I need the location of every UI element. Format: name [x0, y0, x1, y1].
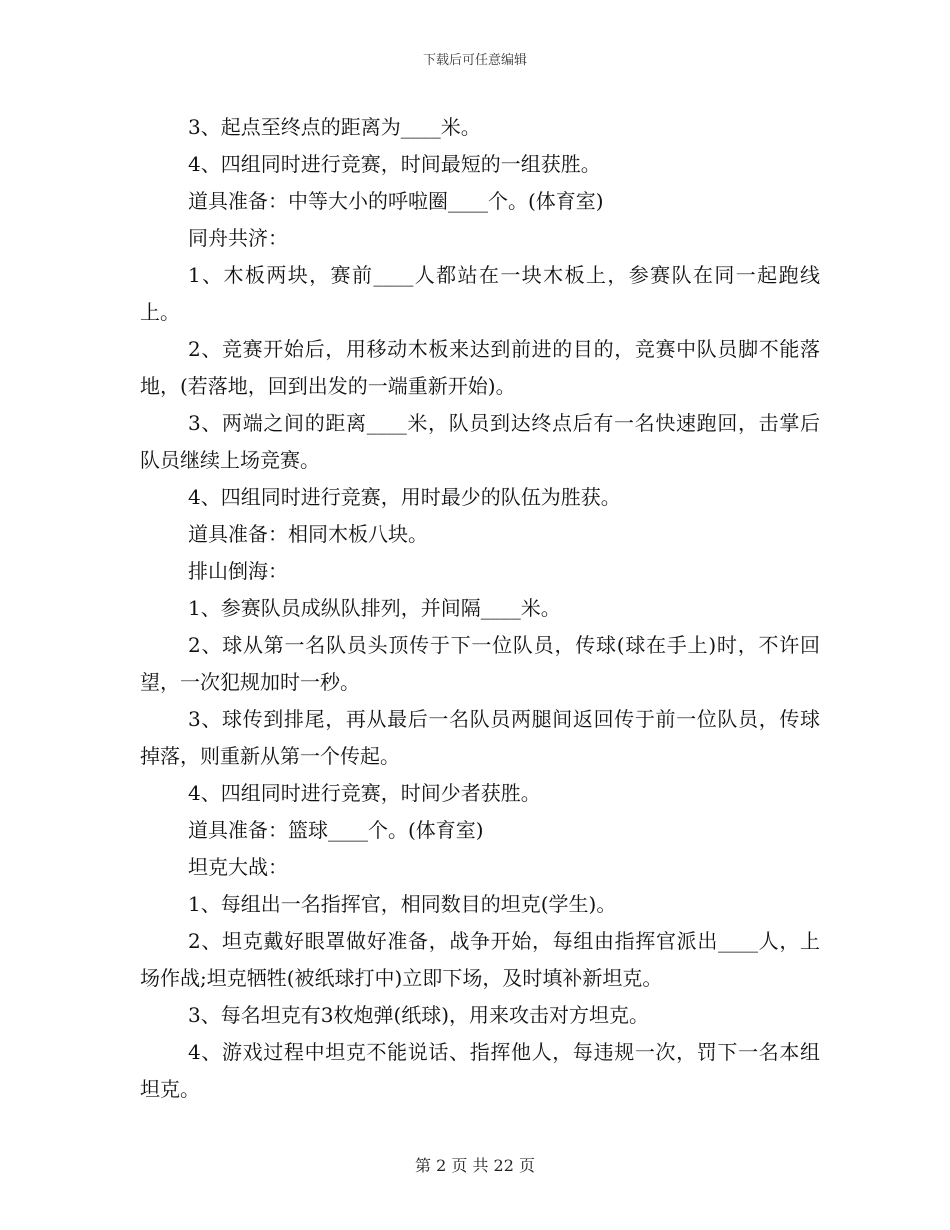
paragraph: 1、每组出一名指挥官，相同数目的坦克(学生)。 [188, 892, 617, 916]
paragraph: 4、四组同时进行竞赛，时间最短的一组获胜。 [188, 152, 601, 176]
paragraph: 3、球传到排尾，再从最后一名队员两腿间返回传于前一位队员，传球掉落，则重新从第一个传起。 [140, 707, 820, 768]
paragraph: 2、竞赛开始后，用移动木板来达到前进的目的，竞赛中队员脚不能落地，(若落地，回到出发的一端重新开始)。 [140, 337, 820, 398]
paragraph: 4、四组同时进行竞赛，时间少者获胜。 [188, 781, 541, 805]
section-heading: 同舟共济： [188, 226, 288, 250]
document-body [140, 109, 820, 1108]
paragraph: 道具准备：相同木板八块。 [188, 522, 428, 546]
paragraph: 3、两端之间的距离____米，队员到达终点后有一名快速跑回，击掌后队员继续上场竞赛。 [140, 411, 820, 472]
paragraph: 2、坦克戴好眼罩做好准备，战争开始，每组由指挥官派出____人，上场作战;坦克牺牲(被纸球打中)立即下场，及时填补新坦克。 [140, 929, 820, 990]
page-header: 下载后可任意编辑 [422, 53, 527, 68]
section-heading: 坦克大战： [188, 855, 288, 879]
paragraph: 1、木板两块，赛前____人都站在一块木板上，参赛队在同一起跑线上。 [140, 263, 820, 324]
paragraph: 2、球从第一名队员头顶传于下一位队员，传球(球在手上)时，不许回望，一次犯规加时一秒。 [140, 633, 820, 694]
paragraph: 道具准备：中等大小的呼啦圈____个。(体育室) [188, 189, 604, 213]
page-footer: 第 2 页 共 22 页 [415, 1156, 535, 1175]
paragraph: 道具准备：篮球____个。(体育室) [188, 818, 484, 842]
paragraph: 3、每名坦克有3枚炮弹(纸球)，用来攻击对方坦克。 [188, 1003, 650, 1027]
paragraph: 4、四组同时进行竞赛，用时最少的队伍为胜获。 [188, 485, 621, 509]
section-heading: 排山倒海： [188, 559, 288, 583]
paragraph: 4、游戏过程中坦克不能说话、指挥他人，每违规一次，罚下一名本组坦克。 [140, 1040, 820, 1101]
paragraph: 1、参赛队员成纵队排列，并间隔____米。 [188, 596, 561, 620]
paragraph: 3、起点至终点的距离为____米。 [188, 115, 481, 139]
